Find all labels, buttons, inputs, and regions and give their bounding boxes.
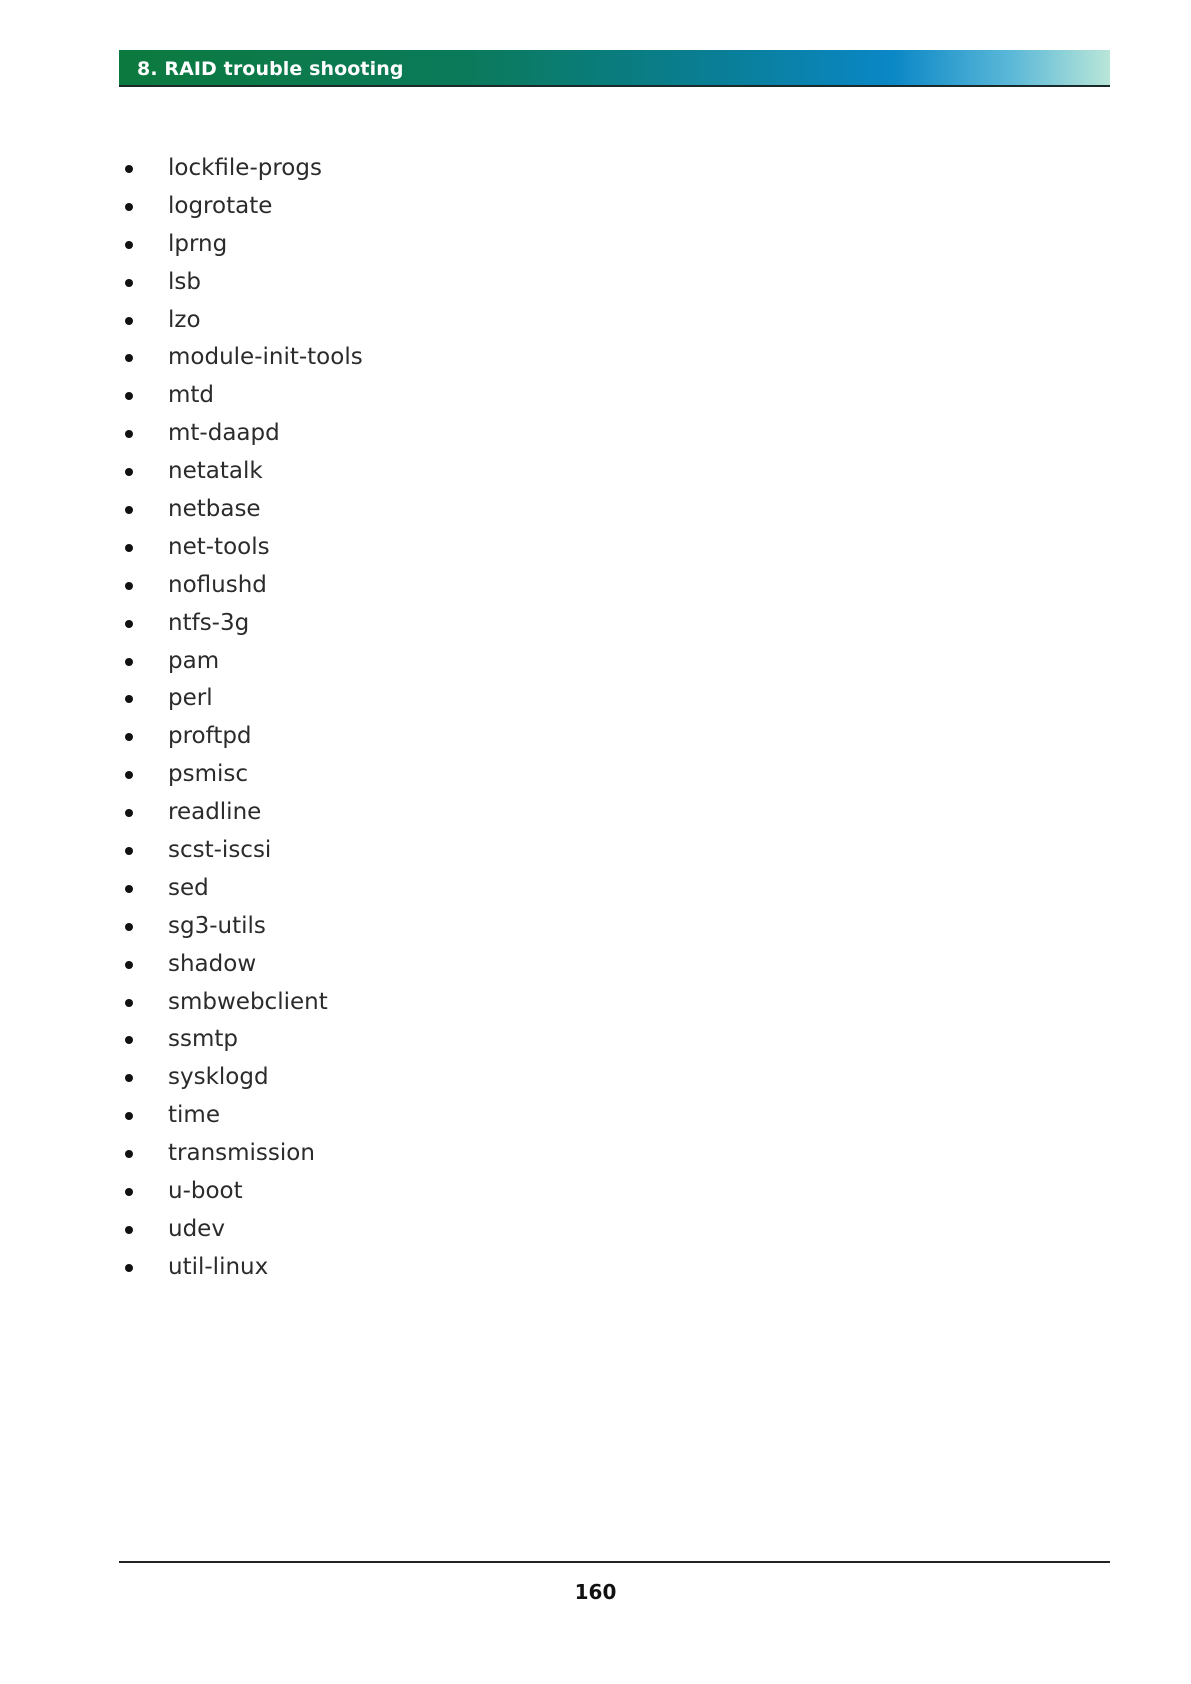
package-name: proftpd <box>168 723 252 750</box>
bullet-icon <box>125 847 133 855</box>
package-name: lockfile-progs <box>168 155 322 181</box>
package-name: lprng <box>168 230 228 257</box>
package-name: net-tools <box>168 533 270 560</box>
package-name: ssmtp <box>168 1026 238 1053</box>
package-name: readline <box>168 799 262 826</box>
bullet-icon <box>125 468 133 476</box>
package-name: mt-daapd <box>168 420 280 447</box>
footer-divider <box>119 1561 1110 1563</box>
package-name: transmission <box>168 1140 315 1167</box>
package-name: module-init-tools <box>168 344 363 371</box>
section-title: 8. RAID trouble shooting <box>137 58 404 80</box>
package-name: pam <box>168 647 220 674</box>
bullet-icon <box>125 544 133 552</box>
bullet-icon <box>125 392 133 400</box>
bullet-icon <box>125 1074 133 1082</box>
bullet-icon <box>125 354 133 362</box>
section-header-bar <box>119 50 1110 87</box>
bullet-icon <box>125 1036 133 1044</box>
bullet-icon <box>125 582 133 590</box>
bullet-icon <box>125 279 133 287</box>
bullet-icon <box>125 695 133 703</box>
package-name: shadow <box>168 950 257 977</box>
bullet-icon <box>125 506 133 514</box>
package-name: mtd <box>168 382 215 409</box>
package-name: time <box>168 1102 220 1129</box>
package-name: lzo <box>168 306 201 333</box>
package-name: smbwebclient <box>168 988 328 1015</box>
bullet-icon <box>125 733 133 741</box>
package-name: netbase <box>168 496 261 523</box>
package-name: lsb <box>168 268 201 295</box>
package-name: sg3-utils <box>168 912 266 939</box>
package-name: ntfs-3g <box>168 609 250 636</box>
bullet-icon <box>125 999 133 1007</box>
bullet-icon <box>125 165 133 173</box>
bullet-icon <box>125 620 133 628</box>
bullet-icon <box>125 961 133 969</box>
package-name: sed <box>168 874 209 901</box>
bullet-icon <box>125 809 133 817</box>
bullet-icon <box>125 885 133 893</box>
bullet-icon <box>125 1226 133 1234</box>
package-name: netatalk <box>168 458 263 485</box>
package-name: util-linux <box>168 1253 269 1280</box>
package-name: scst-iscsi <box>168 837 272 864</box>
package-name: sysklogd <box>168 1064 269 1091</box>
bullet-icon <box>125 1112 133 1120</box>
package-name: perl <box>168 685 213 712</box>
package-name: udev <box>168 1215 225 1242</box>
bullet-icon <box>125 771 133 779</box>
bullet-icon <box>125 923 133 931</box>
bullet-icon <box>125 1188 133 1196</box>
bullet-icon <box>125 203 133 211</box>
package-name: noflushd <box>168 571 267 598</box>
package-name: psmisc <box>168 761 249 788</box>
bullet-icon <box>125 430 133 438</box>
bullet-icon <box>125 1150 133 1158</box>
package-name: logrotate <box>168 192 273 219</box>
bullet-icon <box>125 241 133 249</box>
page-number: 160 <box>574 1580 617 1604</box>
package-name: u-boot <box>168 1178 243 1205</box>
bullet-icon <box>125 658 133 666</box>
bullet-icon <box>125 317 133 325</box>
bullet-icon <box>125 1264 133 1272</box>
